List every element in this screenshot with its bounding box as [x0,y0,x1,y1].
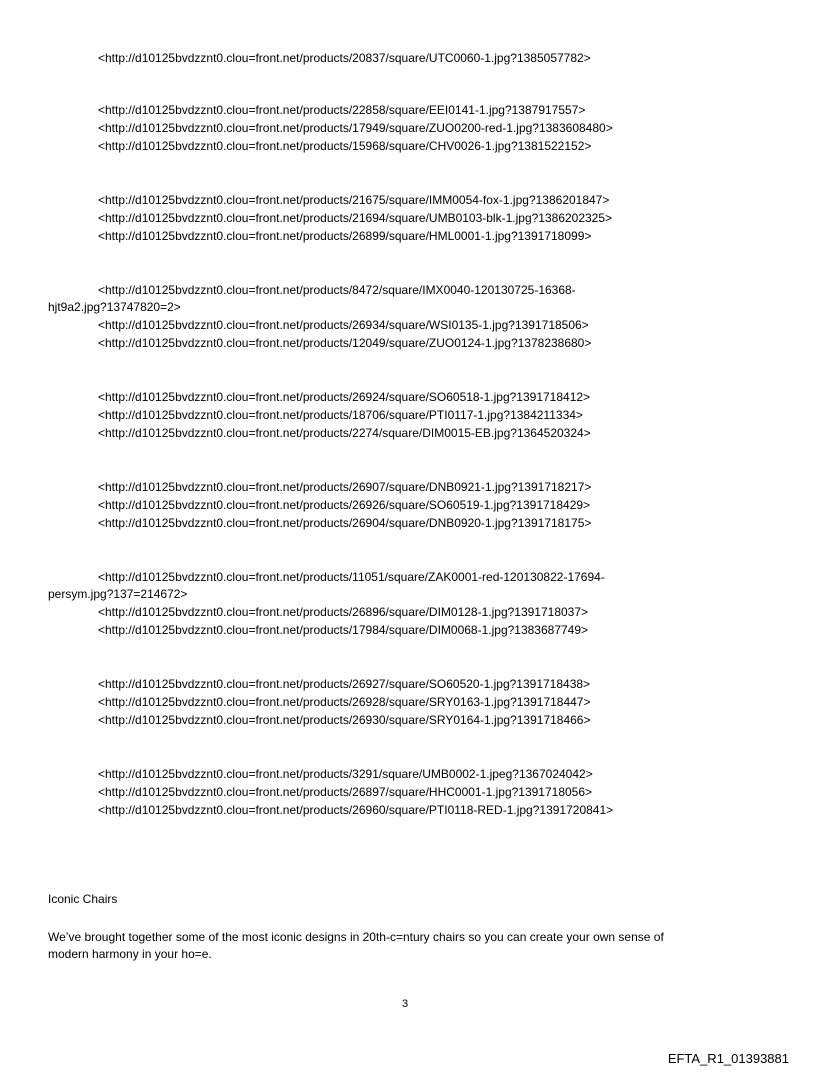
url-line: <http://d10125bvdzznt0.clou=front.net/products/26907/square/DNB0921-1.jpg?1391718217> [98,480,592,494]
url-line: <http://d10125bvdzznt0.clou=front.net/products/15968/square/CHV0026-1.jpg?1381522152> [98,139,592,153]
url-line: <http://d10125bvdzznt0.clou=front.net/products/26896/square/DIM0128-1.jpg?1391718037> [98,605,589,619]
url-line: <http://d10125bvdzznt0.clou=front.net/products/22858/square/EEI0141-1.jpg?1387917557> [98,103,586,117]
url-line: <http://d10125bvdzznt0.clou=front.net/products/26897/square/HHC0001-1.jpg?1391718056> [98,785,593,799]
url-line-wrap: persym.jpg?137=214672> [48,587,188,601]
url-line: <http://d10125bvdzznt0.clou=front.net/products/18706/square/PTI0117-1.jpg?1384211334> [98,408,583,422]
url-line: <http://d10125bvdzznt0.clou=front.net/products/26924/square/SO60518-1.jpg?1391718412> [98,390,591,404]
url-line: <http://d10125bvdzznt0.clou=front.net/products/17984/square/DIM0068-1.jpg?1383687749> [98,623,589,637]
body-text-line: modern harmony in your ho=e. [48,947,212,961]
url-line: <http://d10125bvdzznt0.clou=front.net/products/26899/square/HML0001-1.jpg?1391718099> [98,229,592,243]
section-title: Iconic Chairs [48,892,118,906]
url-line: <http://d10125bvdzznt0.clou=front.net/products/26928/square/SRY0163-1.jpg?1391718447> [98,695,591,709]
url-line: <http://d10125bvdzznt0.clou=front.net/products/2274/square/DIM0015-EB.jpg?1364520324> [98,426,591,440]
url-line: <http://d10125bvdzznt0.clou=front.net/products/26926/square/SO60519-1.jpg?1391718429> [98,498,591,512]
url-line: <http://d10125bvdzznt0.clou=front.net/products/26934/square/WSI0135-1.jpg?1391718506> [98,318,589,332]
url-line: <http://d10125bvdzznt0.clou=front.net/products/26960/square/PTI0118-RED-1.jpg?1391720841> [98,803,614,817]
url-line: <http://d10125bvdzznt0.clou=front.net/products/26930/square/SRY0164-1.jpg?1391718466> [98,713,591,727]
url-line: <http://d10125bvdzznt0.clou=front.net/products/26927/square/SO60520-1.jpg?1391718438> [98,677,591,691]
url-line: <http://d10125bvdzznt0.clou=front.net/products/12049/square/ZUO0124-1.jpg?1378238680> [98,336,592,350]
url-line: <http://d10125bvdzznt0.clou=front.net/products/11051/square/ZAK0001-red-120130822-17694- [98,570,605,584]
body-text-line: We’ve brought together some of the most iconic designs in 20th-c=ntury chairs so you can create your own sense of [48,930,664,944]
url-line: <http://d10125bvdzznt0.clou=front.net/products/8472/square/IMX0040-120130725-16368- [98,283,576,297]
url-line-wrap: hjt9a2.jpg?13747820=2> [48,300,181,314]
url-line: <http://d10125bvdzznt0.clou=front.net/products/21694/square/UMB0103-blk-1.jpg?1386202325> [98,211,613,225]
url-line: <http://d10125bvdzznt0.clou=front.net/products/17949/square/ZUO0200-red-1.jpg?1383608480> [98,121,613,135]
bates-stamp: EFTA_R1_01393881 [667,1051,789,1066]
url-line: <http://d10125bvdzznt0.clou=front.net/products/20837/square/UTC0060-1.jpg?1385057782> [98,51,591,65]
url-line: <http://d10125bvdzznt0.clou=front.net/products/3291/square/UMB0002-1.jpeg?1367024042> [98,767,593,781]
url-line: <http://d10125bvdzznt0.clou=front.net/products/21675/square/IMM0054-fox-1.jpg?1386201847> [98,193,610,207]
url-line: <http://d10125bvdzznt0.clou=front.net/products/26904/square/DNB0920-1.jpg?1391718175> [98,516,592,530]
page-number: 3 [402,998,409,1010]
